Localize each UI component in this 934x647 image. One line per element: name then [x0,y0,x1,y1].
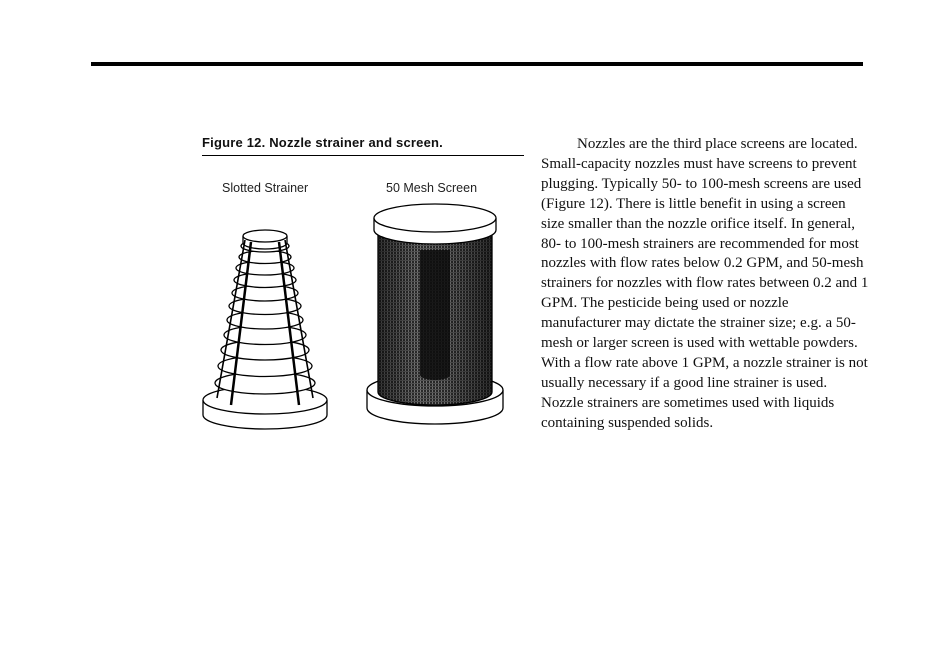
figure-caption: Figure 12. Nozzle strainer and screen. [202,135,524,156]
slotted-strainer-drawing [203,230,327,429]
body-paragraph: Nozzles are the third place screens are located. Small-capacity nozzles must have screens to prevent plugging. Typically 50- to 100-mesh screens are used (Figure 12). There is little benefit in using a screen size smaller than the nozzle orifice itself. In general, 80- to 100-mesh strainers are recommended for most nozzles with flow rates below 0.2 GPM, and 50-mesh strainers for nozzles with flow rates between 0.2 and 1 GPM. The pesticide being used or nozzle manufacturer may dictate the strainer size; e.g. a 50-mesh or larger screen is used with wettable powders. With a flow rate above 1 GPM, a nozzle strainer is not usually necessary if a good line strainer is used. Nozzle strainers are sometimes used with liquids containing suspended solids. [541,136,869,431]
strainer-illustration [195,200,515,435]
mesh-screen-label: 50 Mesh Screen [386,181,478,195]
header-rule [91,62,863,66]
body-text [541,135,871,434]
slotted-strainer-label: Slotted Strainer [222,181,309,195]
mesh-screen-drawing [367,204,503,424]
